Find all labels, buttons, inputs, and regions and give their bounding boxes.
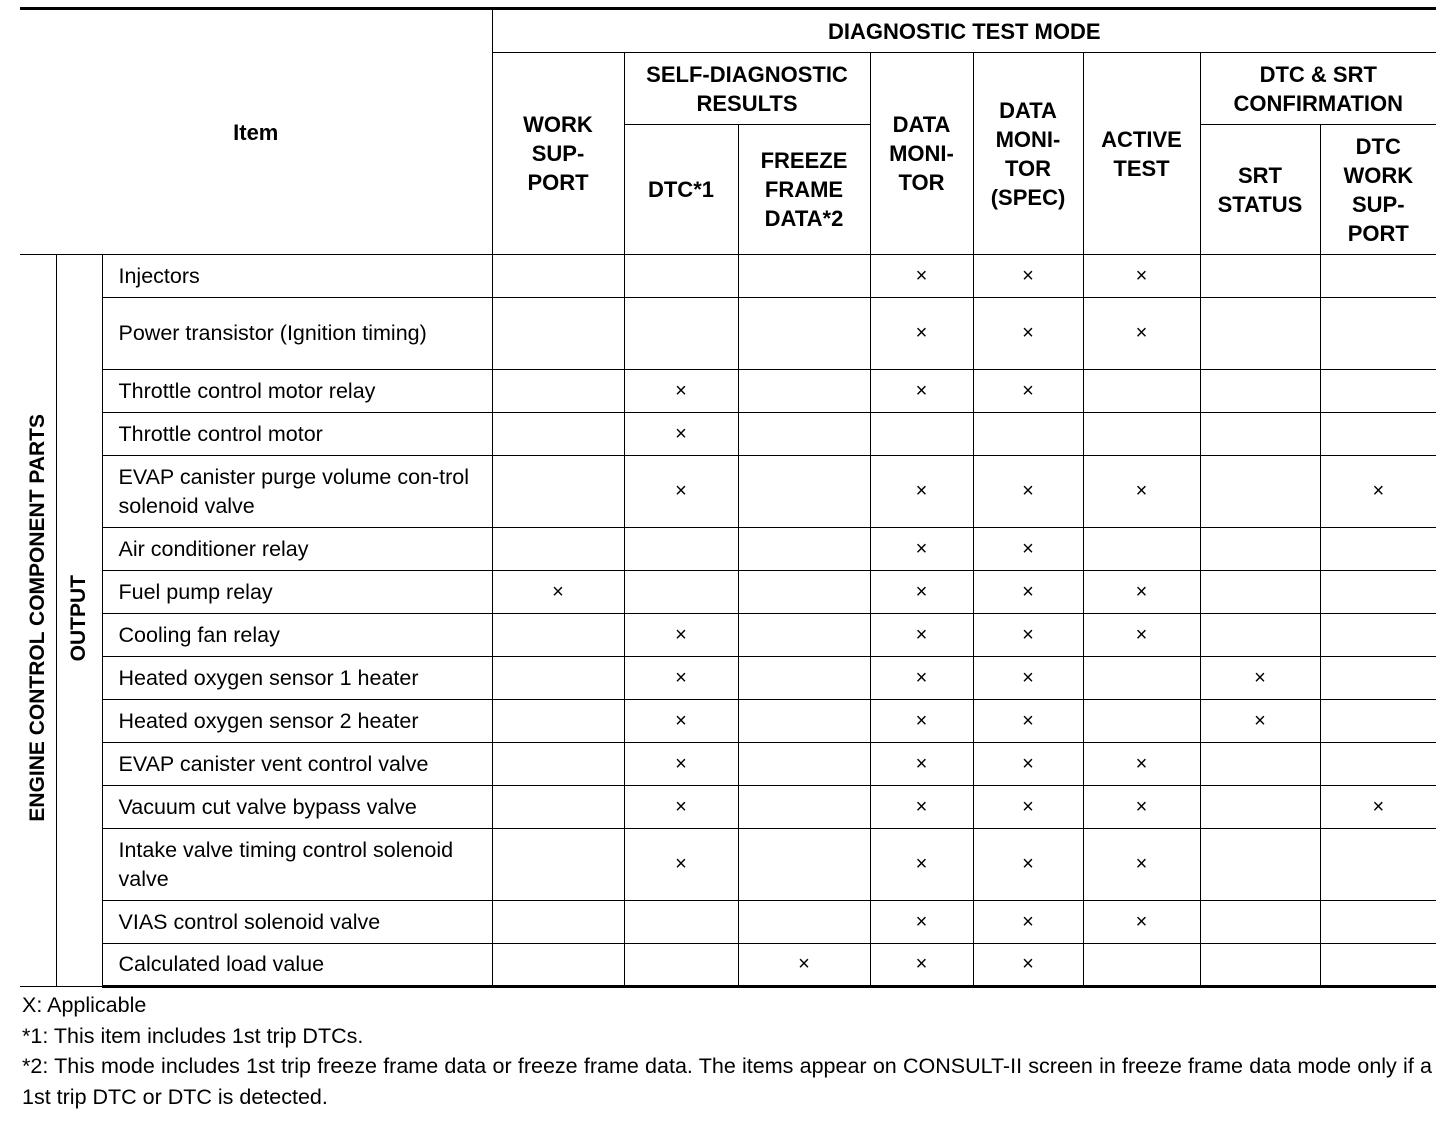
- mark-cell: ×: [973, 829, 1083, 901]
- mark-cell: ×: [1083, 456, 1200, 528]
- mark-cell: ×: [973, 255, 1083, 298]
- mark-cell: ×: [1200, 700, 1320, 743]
- mark-cell: [492, 255, 624, 298]
- mark-cell: ×: [870, 657, 973, 700]
- mark-cell: [738, 614, 870, 657]
- dtc-work-support-line-2: WORK: [1343, 162, 1414, 188]
- item-name: Intake valve timing control solenoid valve: [102, 829, 492, 901]
- mark-cell: [492, 901, 624, 944]
- mark-cell: ×: [973, 657, 1083, 700]
- mark-cell: ×: [624, 614, 738, 657]
- item-name: Injectors: [102, 255, 492, 298]
- mark-cell: ×: [624, 829, 738, 901]
- mark-cell: ×: [973, 700, 1083, 743]
- mark-cell: ×: [870, 743, 973, 786]
- table-row: [20, 456, 1436, 528]
- work-support-line-1: WORK: [523, 112, 593, 137]
- mark-cell: [492, 743, 624, 786]
- item-name: Air conditioner relay: [102, 528, 492, 571]
- mark-cell: [1200, 786, 1320, 829]
- mark-cell: [1200, 829, 1320, 901]
- mark-cell: [1200, 571, 1320, 614]
- dtc-work-support-line-4: PORT: [1347, 220, 1409, 246]
- note-2: *2: This mode includes 1st trip freeze frame data or freeze frame data. The items appear on CONSULT-II screen in freeze frame data mode only if a 1st trip DTC or DTC is detected.: [22, 1054, 1432, 1109]
- item-name: Calculated load value: [102, 944, 492, 987]
- mark-cell: [1320, 255, 1436, 298]
- mark-cell: [492, 528, 624, 571]
- item-name: Heated oxygen sensor 1 heater: [102, 657, 492, 700]
- subgroup-label-cell: [56, 255, 102, 987]
- mark-cell: ×: [973, 571, 1083, 614]
- mark-cell: ×: [1320, 456, 1436, 528]
- self-diagnostic-line-1: SELF-DIAGNOSTIC: [646, 61, 848, 87]
- dtc-work-support-line-3: SUP-: [1352, 191, 1405, 217]
- work-support-header: [492, 53, 624, 255]
- mark-cell: ×: [624, 456, 738, 528]
- data-monitor-spec-line-1: DATA: [999, 97, 1057, 123]
- active-test-header: [1083, 53, 1200, 255]
- item-name: EVAP canister vent control valve: [102, 743, 492, 786]
- mark-cell: [738, 571, 870, 614]
- mark-cell: ×: [624, 657, 738, 700]
- mark-cell: [492, 456, 624, 528]
- table-row: [20, 614, 1436, 657]
- diagnostic-test-mode-header: DIAGNOSTIC TEST MODE: [492, 9, 1436, 53]
- subgroup-label: OUTPUT: [67, 574, 90, 662]
- note-applicable: X: Applicable: [22, 993, 147, 1017]
- mark-cell: [738, 700, 870, 743]
- srt-status-line-1: SRT: [1238, 162, 1282, 188]
- note-1: *1: This item includes 1st trip DTCs.: [22, 1023, 364, 1048]
- mark-cell: [1320, 700, 1436, 743]
- mark-cell: [492, 413, 624, 456]
- table-row: [20, 743, 1436, 786]
- mark-cell: ×: [870, 786, 973, 829]
- dtc-srt-line-1: DTC & SRT: [1259, 61, 1377, 87]
- mark-cell: [1200, 743, 1320, 786]
- table-row: [20, 829, 1436, 901]
- mark-cell: [492, 944, 624, 987]
- mark-cell: [870, 413, 973, 456]
- mark-cell: [1320, 614, 1436, 657]
- mark-cell: [1083, 370, 1200, 413]
- mark-cell: [1200, 255, 1320, 298]
- mark-cell: ×: [624, 370, 738, 413]
- mark-cell: ×: [870, 571, 973, 614]
- group-label: ENGINE CONTROL COMPONENT PARTS: [25, 414, 49, 822]
- mark-cell: [1200, 614, 1320, 657]
- mark-cell: ×: [1320, 786, 1436, 829]
- mark-cell: ×: [624, 786, 738, 829]
- mark-cell: [1200, 298, 1320, 370]
- mark-cell: [1083, 657, 1200, 700]
- mark-cell: ×: [973, 298, 1083, 370]
- mark-cell: ×: [870, 944, 973, 987]
- mark-cell: [1320, 413, 1436, 456]
- self-diagnostic-results-header: [624, 53, 870, 125]
- mark-cell: [1320, 657, 1436, 700]
- data-monitor-line-2: MONI-: [889, 141, 954, 166]
- mark-cell: [1200, 944, 1320, 987]
- srt-status-header: [1200, 125, 1320, 255]
- active-test-line-1: ACTIVE: [1101, 126, 1182, 152]
- mark-cell: [738, 298, 870, 370]
- mark-cell: [1200, 456, 1320, 528]
- data-monitor-spec-line-4: (SPEC): [990, 184, 1066, 210]
- mark-cell: ×: [973, 944, 1083, 987]
- item-name: EVAP canister purge volume con-trol solenoid valve: [102, 456, 492, 528]
- mark-cell: [1083, 528, 1200, 571]
- mark-cell: ×: [870, 700, 973, 743]
- diagnostic-test-mode-table: [20, 7, 1436, 988]
- table-row: [20, 298, 1436, 370]
- table-row: [20, 413, 1436, 456]
- mark-cell: [973, 413, 1083, 456]
- table-row: [20, 571, 1436, 614]
- mark-cell: [1083, 700, 1200, 743]
- mark-cell: ×: [870, 528, 973, 571]
- mark-cell: ×: [973, 786, 1083, 829]
- mark-cell: ×: [870, 829, 973, 901]
- mark-cell: [1320, 829, 1436, 901]
- mark-cell: ×: [1083, 571, 1200, 614]
- freeze-frame-line-1: FREEZE: [760, 148, 848, 173]
- mark-cell: [624, 901, 738, 944]
- mark-cell: ×: [973, 528, 1083, 571]
- mark-cell: [1083, 944, 1200, 987]
- mark-cell: ×: [1083, 255, 1200, 298]
- mark-cell: [1320, 528, 1436, 571]
- dtc-work-support-header: [1320, 125, 1436, 255]
- mark-cell: [738, 829, 870, 901]
- srt-status-line-2: STATUS: [1217, 191, 1303, 217]
- mark-cell: [738, 370, 870, 413]
- mark-cell: ×: [973, 614, 1083, 657]
- mark-cell: [492, 700, 624, 743]
- mark-cell: [738, 528, 870, 571]
- mark-cell: ×: [1083, 829, 1200, 901]
- mark-cell: [624, 528, 738, 571]
- mark-cell: [1320, 901, 1436, 944]
- table-row: [20, 944, 1436, 987]
- item-name: Cooling fan relay: [102, 614, 492, 657]
- mark-cell: [624, 944, 738, 987]
- mark-cell: ×: [1200, 657, 1320, 700]
- data-monitor-spec-header: [973, 53, 1083, 255]
- mark-cell: [1200, 901, 1320, 944]
- mark-cell: [738, 786, 870, 829]
- mark-cell: ×: [624, 413, 738, 456]
- item-name: Fuel pump relay: [102, 571, 492, 614]
- mark-cell: [738, 743, 870, 786]
- table-row: [20, 255, 1436, 298]
- data-monitor-line-3: TOR: [898, 170, 945, 195]
- freeze-frame-data-header: [738, 125, 870, 255]
- dtc-work-support-line-1: DTC: [1355, 133, 1401, 159]
- footnotes: [22, 990, 1432, 1112]
- work-support-line-3: PORT: [527, 170, 589, 195]
- mark-cell: ×: [973, 901, 1083, 944]
- dtc-srt-confirmation-header: [1200, 53, 1436, 125]
- mark-cell: ×: [1083, 298, 1200, 370]
- mark-cell: ×: [870, 901, 973, 944]
- mark-cell: ×: [624, 743, 738, 786]
- table-row: [20, 700, 1436, 743]
- data-monitor-spec-line-2: MONI-: [995, 126, 1061, 152]
- item-name: Heated oxygen sensor 2 heater: [102, 700, 492, 743]
- mark-cell: [492, 829, 624, 901]
- mark-cell: [738, 901, 870, 944]
- dtc1-header: DTC*1: [624, 125, 738, 255]
- mark-cell: ×: [1083, 743, 1200, 786]
- self-diagnostic-line-2: RESULTS: [696, 90, 798, 116]
- mark-cell: [492, 298, 624, 370]
- item-name: Vacuum cut valve bypass valve: [102, 786, 492, 829]
- data-monitor-header: [870, 53, 973, 255]
- mark-cell: ×: [1083, 786, 1200, 829]
- mark-cell: [1200, 370, 1320, 413]
- mark-cell: ×: [1083, 614, 1200, 657]
- mark-cell: ×: [1083, 901, 1200, 944]
- mark-cell: [1320, 370, 1436, 413]
- mark-cell: [1200, 528, 1320, 571]
- table-row: [20, 657, 1436, 700]
- table-row: [20, 901, 1436, 944]
- mark-cell: [492, 614, 624, 657]
- mark-cell: ×: [870, 298, 973, 370]
- mark-cell: [492, 657, 624, 700]
- dtc-srt-line-2: CONFIRMATION: [1233, 90, 1404, 116]
- table-row: [20, 528, 1436, 571]
- freeze-frame-line-3: DATA*2: [764, 206, 844, 231]
- mark-cell: [738, 255, 870, 298]
- table-row: [20, 370, 1436, 413]
- mark-cell: ×: [870, 255, 973, 298]
- item-name: Power transistor (Ignition timing): [102, 298, 492, 370]
- mark-cell: [738, 657, 870, 700]
- table-row: [20, 786, 1436, 829]
- mark-cell: ×: [738, 944, 870, 987]
- active-test-line-2: TEST: [1113, 155, 1170, 181]
- mark-cell: [1200, 413, 1320, 456]
- mark-cell: ×: [870, 370, 973, 413]
- data-monitor-spec-line-3: TOR: [1004, 155, 1052, 181]
- mark-cell: ×: [973, 743, 1083, 786]
- mark-cell: [1320, 298, 1436, 370]
- freeze-frame-line-2: FRAME: [764, 177, 844, 202]
- mark-cell: ×: [870, 456, 973, 528]
- item-name: Throttle control motor relay: [102, 370, 492, 413]
- mark-cell: [1320, 743, 1436, 786]
- mark-cell: [624, 571, 738, 614]
- data-monitor-line-1: DATA: [892, 112, 951, 137]
- mark-cell: [738, 413, 870, 456]
- mark-cell: [1320, 571, 1436, 614]
- work-support-line-2: SUP-: [531, 141, 585, 166]
- mark-cell: ×: [492, 571, 624, 614]
- mark-cell: [1083, 413, 1200, 456]
- mark-cell: [492, 786, 624, 829]
- mark-cell: ×: [624, 700, 738, 743]
- group-label-cell: [20, 255, 56, 987]
- item-name: VIAS control solenoid valve: [102, 901, 492, 944]
- item-header: Item: [20, 9, 492, 255]
- mark-cell: ×: [973, 370, 1083, 413]
- item-name: Throttle control motor: [102, 413, 492, 456]
- mark-cell: ×: [973, 456, 1083, 528]
- mark-cell: ×: [870, 614, 973, 657]
- mark-cell: [1320, 944, 1436, 987]
- mark-cell: [492, 370, 624, 413]
- mark-cell: [624, 255, 738, 298]
- mark-cell: [624, 298, 738, 370]
- mark-cell: [738, 456, 870, 528]
